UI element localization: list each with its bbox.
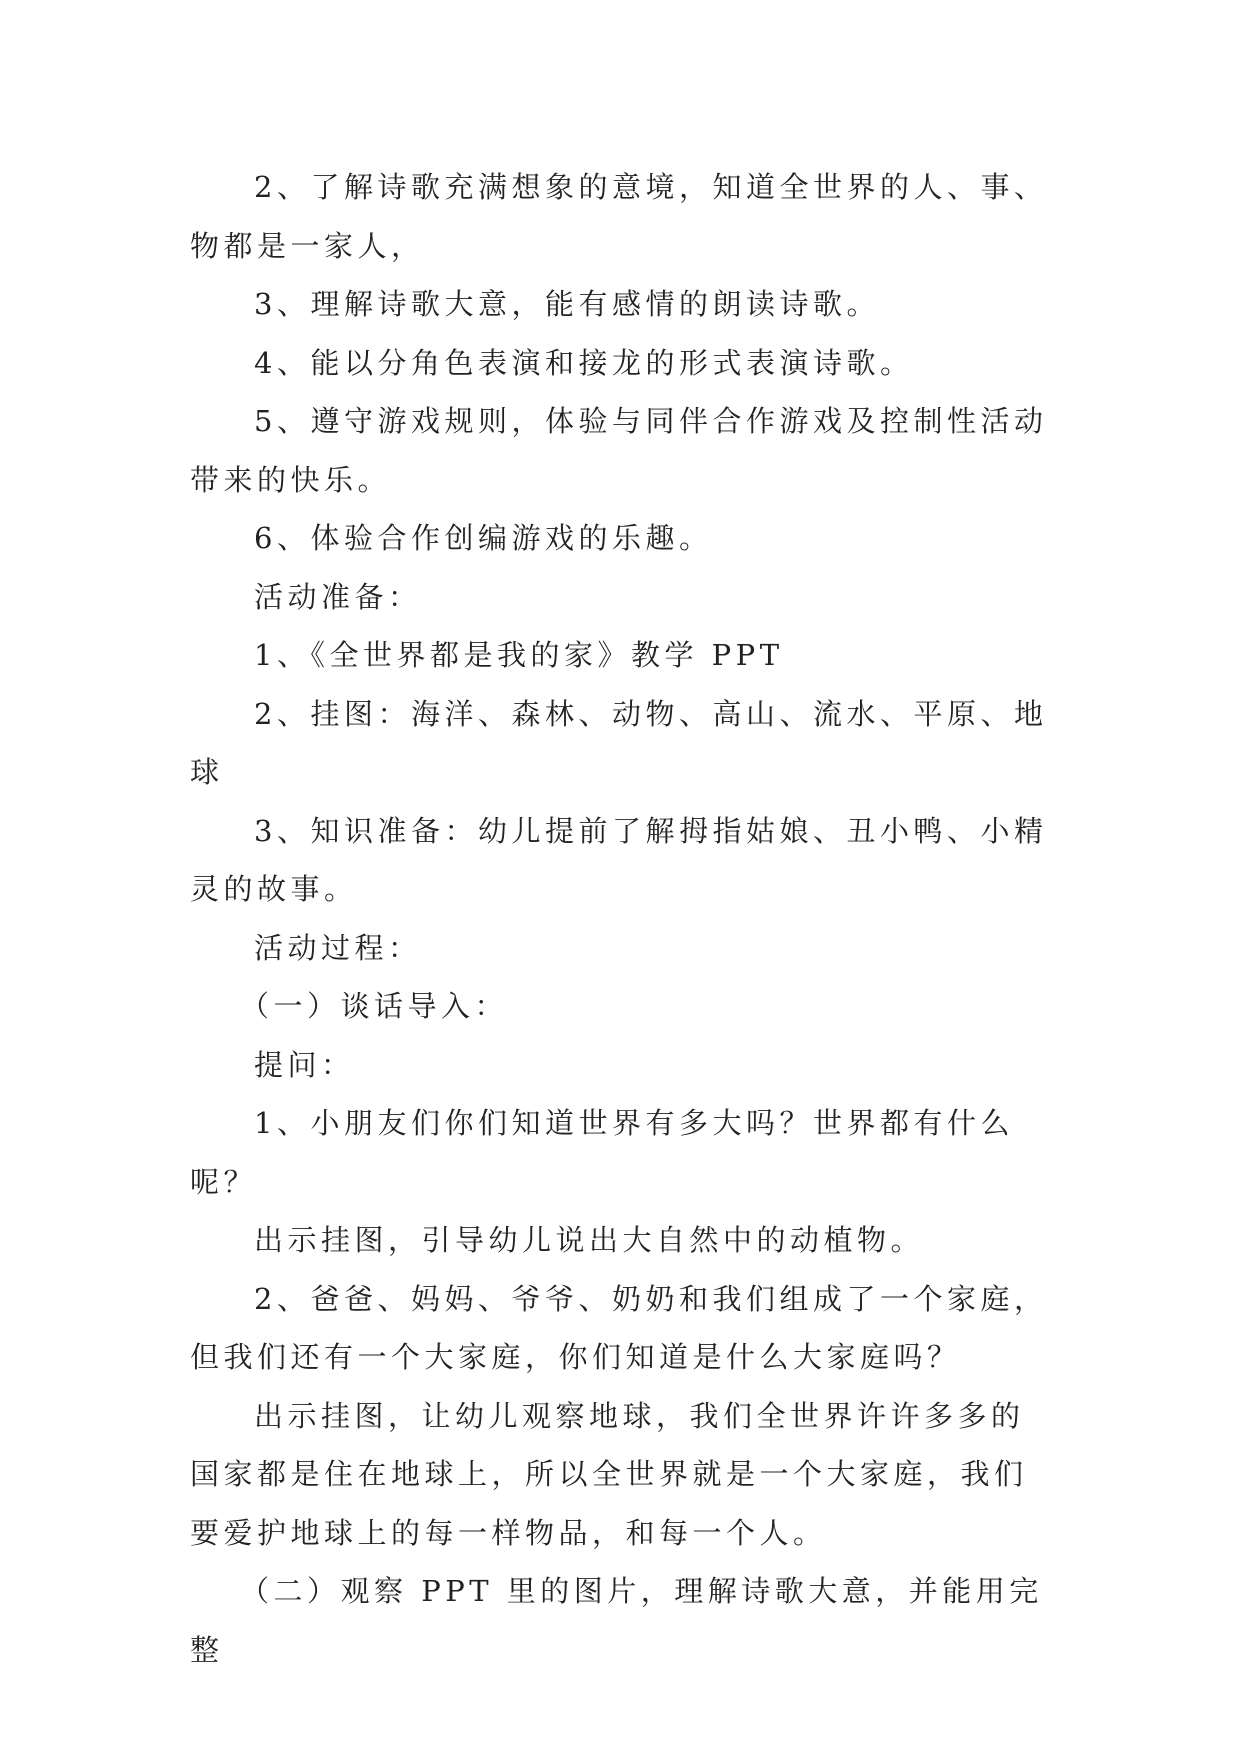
heading-process-step-1: （一）谈话导入：	[240, 989, 509, 1023]
heading-process: 活动过程：	[254, 930, 422, 965]
heading-preparation: 活动准备：	[254, 579, 422, 614]
paragraph-objective-4: 4、能以分角色表演和接龙的形式表演诗歌。	[254, 345, 914, 380]
paragraph-show-chart-1: 出示挂图，引导幼儿说出大自然中的动植物。	[254, 1223, 925, 1257]
paragraph-show-chart-2: 出示挂图，让幼儿观察地球，我们全世界许许多多的国家都是住在地球上，所以全世界就是一个大家庭，我们要爱护地球上的每一样物品，和每一个人。	[190, 1398, 1028, 1550]
paragraph-question-2: 2、爸爸、妈妈、爷爷、奶奶和我们组成了一个家庭，但我们还有一个大家庭，你们知道是什么大家庭吗？	[190, 1281, 1048, 1374]
paragraph-question-1: 1、小朋友们你们知道世界有多大吗？世界都有什么呢？	[190, 1106, 1014, 1199]
paragraph-objective-6: 6、体验合作创编游戏的乐趣。	[254, 521, 713, 555]
paragraph-preparation-1: 1、《全世界都是我的家》教学 PPT	[254, 638, 784, 672]
paragraph-preparation-3: 3、知识准备：幼儿提前了解拇指姑娘、丑小鸭、小精灵的故事。	[190, 813, 1048, 906]
label-question: 提问：	[254, 1047, 355, 1082]
heading-process-step-2: （二）观察 PPT 里的图片，理解诗歌大意，并能用完整	[190, 1574, 1043, 1667]
document-body	[190, 158, 1050, 1679]
paragraph-objective-3: 3、理解诗歌大意，能有感情的朗读诗歌。	[254, 287, 880, 321]
paragraph-objective-2: 2、了解诗歌充满想象的意境，知道全世界的人、事、物都是一家人，	[190, 170, 1048, 263]
paragraph-objective-5: 5、遵守游戏规则，体验与同伴合作游戏及控制性活动带来的快乐。	[190, 404, 1048, 497]
paragraph-preparation-2: 2、挂图：海洋、森林、动物、高山、流水、平原、地球	[190, 696, 1048, 789]
